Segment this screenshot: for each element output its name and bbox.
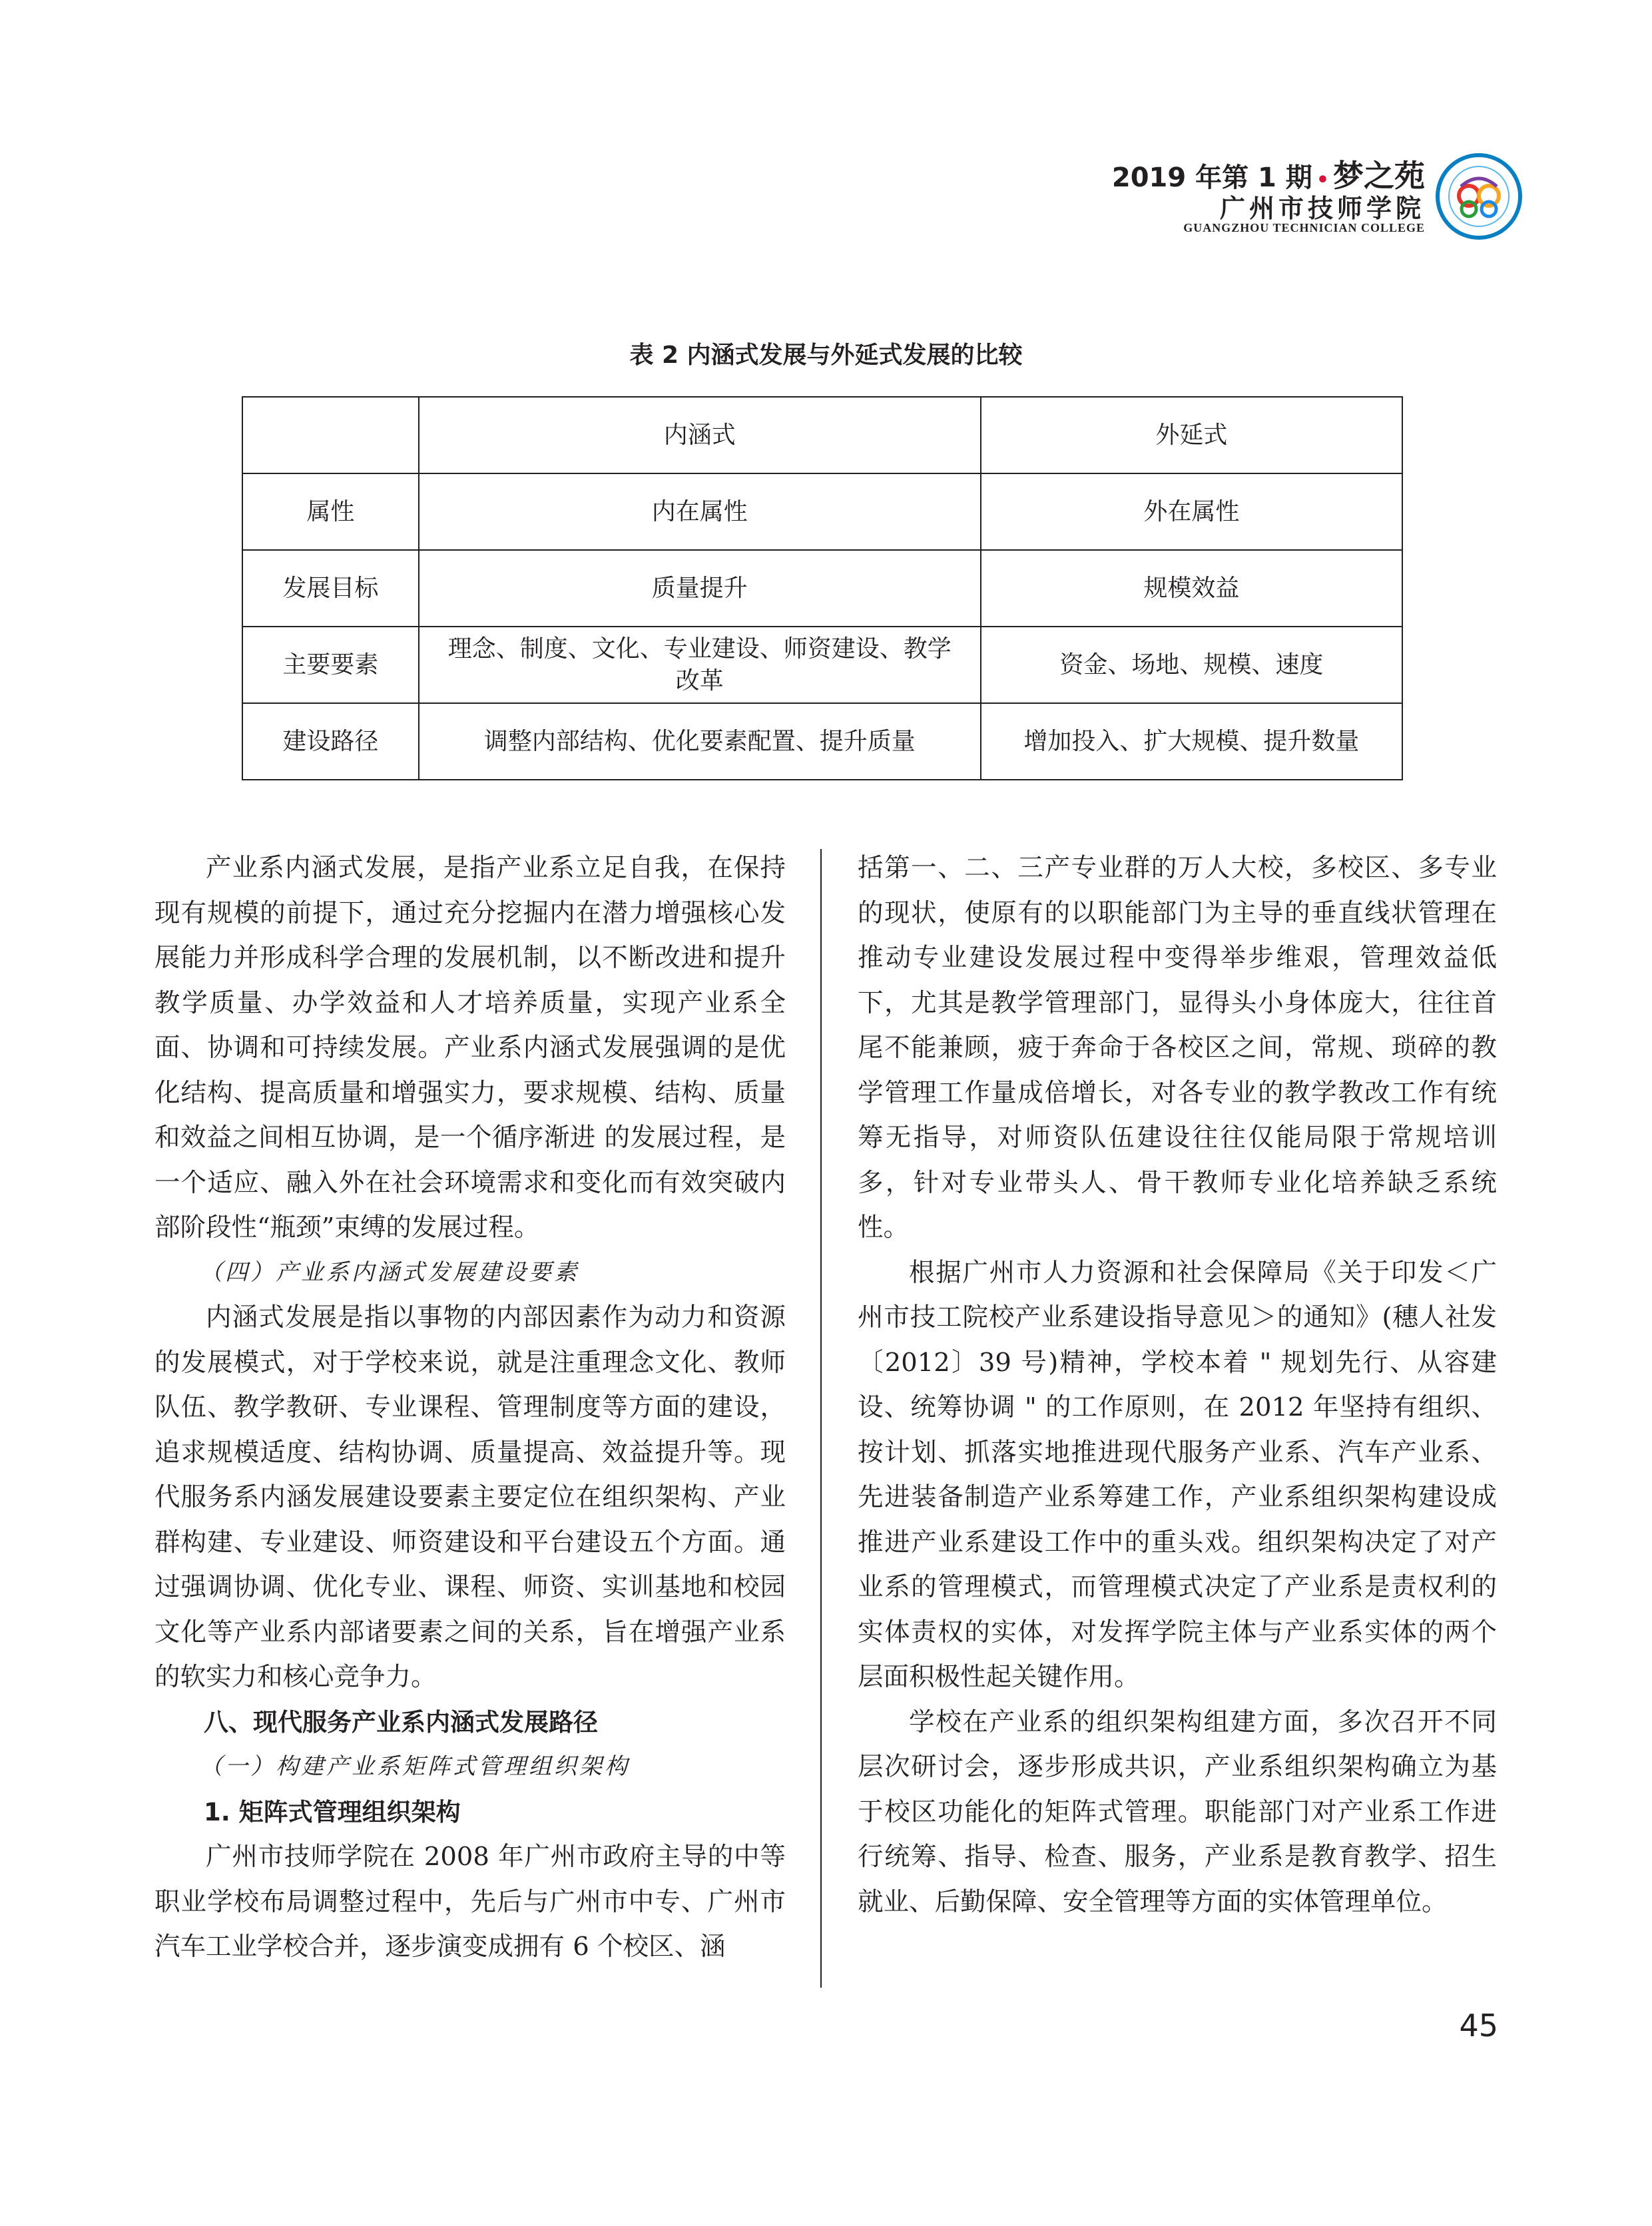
table-cell: 资金、场地、规模、速度 [981,627,1402,703]
subsubsection-heading: 1. 矩阵式管理组织架构 [204,1797,461,1826]
row-label: 主要要素 [242,627,419,703]
table-cell: 外在属性 [981,473,1402,550]
table-cell: 质量提升 [419,550,981,627]
table-row [242,627,1402,703]
table-header-cell: 外延式 [981,397,1402,473]
table-cell: 内在属性 [419,473,981,550]
subsection-heading: （一）构建产业系矩阵式管理组织架构 [200,1753,630,1780]
paragraph: 广州市技师学院在 2008 年广州市政府主导的中等职业学校布局调整过程中，先后与广州市中专、广州市汽车工业学校合并，逐步演变成拥有 6 个校区、涵 [154,1842,786,1962]
issue-label: 2019 年第 1 期 [1111,162,1312,193]
table-cell: 理念、制度、文化、专业建设、师资建设、教学改革 [419,627,981,703]
table-header-cell: 内涵式 [419,397,981,473]
table-cell: 增加投入、扩大规模、提升数量 [981,703,1402,780]
section-heading: 八、现代服务产业系内涵式发展路径 [204,1707,598,1737]
column-divider [820,849,822,1988]
paragraph: 根据广州市人力资源和社会保障局《关于印发＜广州市技工院校产业系建设指导意见＞的通知》(穗人社发〔2012〕39 号)精神，学校本着 " 规划先行、从容建设、统筹协调 " 的工作原则，在 2012 年坚持有组织、按计划、抓落实地推进现代服务产业系、汽车产业系、先进装备制造产业系筹建工作，产业系组织架构建设成推进产业系建设工作中的重头戏。组织架构决定了对产业系的管理模式，而管理模式决定了产业系是责权利的实体责权的实体，对发挥学院主体与产业系实体的两个层面积极性起关键作用。 [858,1257,1497,1692]
table-row [242,703,1402,780]
college-emblem-icon [1434,152,1523,241]
row-label: 发展目标 [242,550,419,627]
table-caption: 表 2 内涵式发展与外延式发展的比较 [629,342,1023,369]
table-header-row [242,397,1402,473]
paragraph: 产业系内涵式发展，是指产业系立足自我，在保持现有规模的前提下，通过充分挖掘内在潜力增强核心发展能力并形成科学合理的发展机制，以不断改进和提升教学质量、办学效益和人才培养质量，实现产业系全面、协调和可持续发展。产业系内涵式发展强调的是优化结构、提高质量和增强实力，要求规模、结构、质量和效益之间相互协调，是一个循序渐进 的发展过程，是一个适应、融入外在社会环境需求和变化而有效突破内部阶段性“瓶颈”束缚的发展过程。 [154,853,786,1243]
table-cell: 规模效益 [981,550,1402,627]
school-name-cn: 广州市技师学院 [1219,194,1425,223]
table-cell: 调整内部结构、优化要素配置、提升质量 [419,703,981,780]
subsection-heading: （四）产业系内涵式发展建设要素 [200,1258,579,1286]
school-name-en: GUANGZHOU TECHNICIAN COLLEGE [1183,221,1425,234]
table-header-cell [242,397,419,473]
table-row [242,473,1402,550]
row-label: 建设路径 [242,703,419,780]
right-column [858,846,1497,1924]
table-row [242,550,1402,627]
paragraph: 括第一、二、三产专业群的万人大校，多校区、多专业的现状，使原有的以职能部门为主导的垂直线状管理在推动专业建设发展过程中变得举步维艰，管理效益低下，尤其是教学管理部门，显得头小身体庞大，往往首尾不能兼顾，疲于奔命于各校区之间，常规、琐碎的教学管理工作量成倍增长，对各专业的教学教改工作有统筹无指导，对师资队伍建设往往仅能局限于常规培训多，针对专业带头人、骨干教师专业化培养缺乏系统性。 [858,853,1497,1243]
magazine-name: 梦之苑 [1333,158,1425,194]
comparison-table [242,396,1403,780]
separator-dot: • [1316,168,1329,192]
row-label: 属性 [242,473,419,550]
paragraph: 内涵式发展是指以事物的内部因素作为动力和资源的发展模式，对于学校来说，就是注重理念文化、教师队伍、教学教研、专业课程、管理制度等方面的建设，追求规模适度、结构协调、质量提高、效益提升等。现代服务系内涵发展建设要素主要定位在组织架构、产业群构建、专业建设、师资建设和平台建设五个方面。通过强调协调、优化专业、课程、师资、实训基地和校园文化等产业系内部诸要素之间的关系，旨在增强产业系的软实力和核心竞争力。 [154,1302,786,1692]
left-column [154,846,786,1970]
page-number: 45 [1459,2008,1498,2044]
paragraph: 学校在产业系的组织架构组建方面，多次召开不同层次研讨会，逐步形成共识，产业系组织架构确立为基于校区功能化的矩阵式管理。职能部门对产业系工作进行统筹、指导、检查、服务，产业系是教育教学、招生就业、后勤保障、安全管理等方面的实体管理单位。 [858,1707,1497,1917]
